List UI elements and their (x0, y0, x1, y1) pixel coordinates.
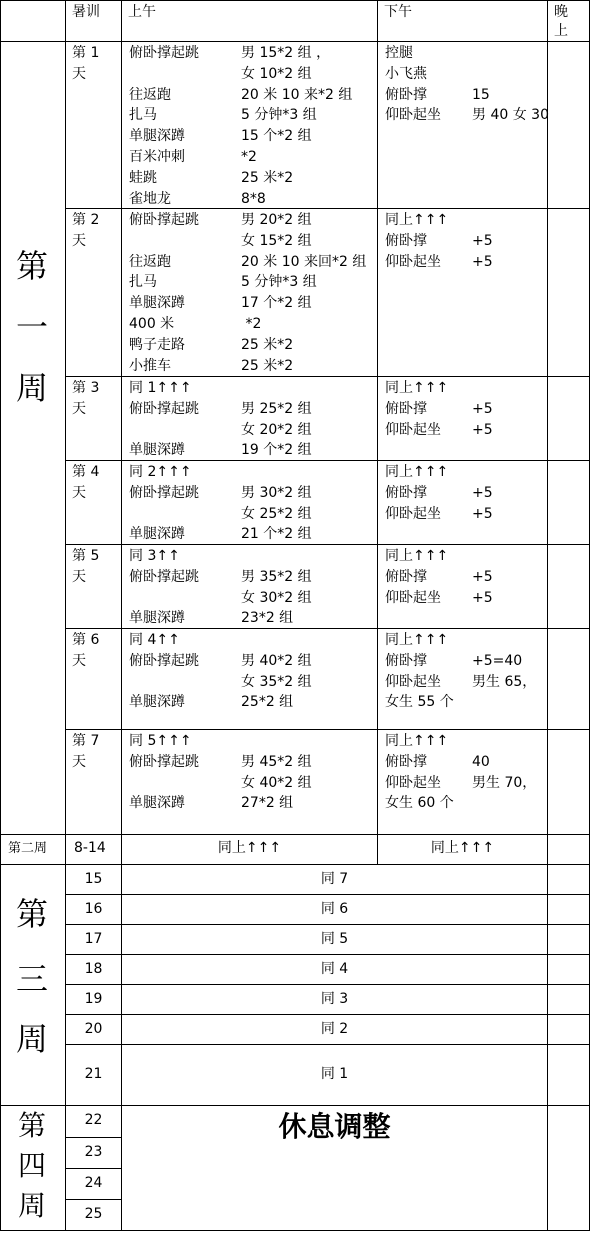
morning-exercise: 俯卧撑起跳 (129, 753, 199, 770)
morning-amount: 25 米*2 (241, 169, 294, 186)
morning-amount: 5 分钟*3 组 (241, 274, 317, 291)
day-label: 天 (72, 485, 86, 501)
week3-day: 21 (84, 1066, 103, 1082)
day-label: 天 (72, 66, 86, 82)
morning-exercise: 俯卧撑起跳 (129, 568, 199, 585)
border (0, 41, 590, 42)
afternoon-exercise: 同上↑↑↑ (385, 212, 449, 228)
week3-day: 17 (84, 931, 103, 947)
afternoon-exercise: 俯卧撑 (385, 400, 427, 417)
morning-amount: 19 个*2 组 (241, 442, 312, 459)
week2-label: 第二周 (8, 841, 48, 856)
afternoon-exercise: 女生 55 个 (385, 694, 454, 711)
day-label: 天 (72, 401, 86, 417)
afternoon-exercise: 同上↑↑↑ (385, 733, 449, 749)
week3-day: 15 (84, 871, 103, 887)
week4-label-3: 周 (17, 1189, 46, 1222)
morning-exercise: 扎马 (129, 107, 157, 124)
morning-amount: 男 15*2 组 ， (241, 45, 331, 61)
week3-day: 20 (84, 1021, 103, 1037)
border (0, 0, 590, 1)
morning-amount: 男 40*2 组 (241, 652, 312, 669)
morning-exercise: 扎马 (129, 274, 157, 291)
morning-amount: 女 15*2 组 (241, 232, 312, 249)
morning-exercise: 俯卧撑起跳 (129, 212, 199, 228)
week3-label-1: 第 (15, 895, 48, 933)
header-evening-2: 上 (554, 23, 568, 39)
morning-exercise: 百米冲刺 (129, 149, 185, 165)
morning-exercise: 单腿深蹲 (129, 610, 185, 627)
afternoon-exercise: 俯卧撑 (385, 652, 427, 669)
afternoon-amount: +5 (472, 232, 493, 249)
morning-exercise: 往返跑 (129, 253, 171, 270)
morning-exercise: 俯卧撑起跳 (129, 652, 199, 669)
morning-exercise: 俯卧撑起跳 (129, 484, 199, 501)
morning-exercise: 单腿深蹲 (129, 694, 185, 711)
afternoon-amount: +5 (472, 400, 493, 417)
morning-exercise: 同 5↑↑↑ (129, 733, 192, 749)
week4-day: 23 (84, 1144, 103, 1160)
week1-label-2: 一 (15, 308, 48, 346)
morning-exercise: 俯卧撑起跳 (129, 45, 199, 61)
morning-amount: 女 35*2 组 (241, 673, 312, 690)
morning-amount: 女 25*2 组 (241, 505, 312, 522)
afternoon-amount: +5 (472, 253, 493, 270)
morning-amount: 男 35*2 组 (241, 568, 312, 585)
week3-content: 同 7 (320, 871, 349, 887)
day-label: 第 5 (72, 548, 100, 564)
morning-exercise: 单腿深蹲 (129, 442, 185, 459)
afternoon-exercise: 同上↑↑↑ (385, 464, 449, 480)
week3-label-3: 周 (15, 1020, 48, 1058)
afternoon-amount: +5=40 (472, 652, 523, 669)
week4-label-1: 第 (17, 1109, 46, 1142)
week2-range: 8-14 (74, 840, 106, 856)
morning-exercise: 同 2↑↑↑ (129, 464, 192, 480)
afternoon-exercise: 同上↑↑↑ (385, 380, 449, 396)
morning-exercise: 同 1↑↑↑ (129, 380, 192, 396)
morning-exercise: 同 4↑↑ (129, 632, 180, 648)
afternoon-exercise: 仰卧起坐 (385, 253, 441, 270)
afternoon-exercise: 仰卧起坐 (385, 673, 441, 690)
morning-exercise: 雀地龙 (129, 190, 171, 207)
morning-amount: 男 25*2 组 (241, 400, 312, 417)
afternoon-exercise: 俯卧撑 (385, 753, 427, 770)
morning-exercise: 小推车 (129, 357, 171, 374)
week3-content: 同 1 (320, 1066, 349, 1082)
morning-amount: 男 45*2 组 (241, 753, 312, 770)
week1-label-1: 第 (15, 247, 48, 285)
afternoon-amount: 15 (472, 86, 490, 103)
day-label: 天 (72, 754, 86, 770)
day-label: 第 7 (72, 733, 100, 749)
morning-amount: 女 40*2 组 (241, 774, 312, 791)
header-summer-training: 暑训 (72, 4, 100, 20)
day-label: 天 (72, 653, 86, 669)
morning-exercise: 单腿深蹲 (129, 128, 185, 145)
afternoon-amount: 男生 65， (472, 673, 537, 690)
morning-exercise: 单腿深蹲 (129, 795, 185, 812)
morning-amount: 男 20*2 组 (241, 212, 312, 228)
afternoon-exercise: 女生 60 个 (385, 795, 454, 812)
border (0, 1230, 590, 1231)
week4-label-2: 四 (17, 1149, 46, 1182)
week3-content: 同 4 (320, 961, 349, 977)
afternoon-exercise: 同上↑↑↑ (385, 632, 449, 648)
afternoon-exercise: 仰卧起坐 (385, 421, 441, 438)
afternoon-exercise: 俯卧撑 (385, 484, 427, 501)
border (547, 0, 548, 1231)
morning-amount: 27*2 组 (241, 795, 294, 812)
header-afternoon: 下午 (384, 4, 412, 20)
border (377, 0, 378, 865)
week3-content: 同 6 (320, 901, 349, 917)
week2-afternoon: 同上↑↑↑ (430, 840, 495, 856)
afternoon-amount: 男生 70， (472, 774, 537, 791)
week3-content: 同 3 (320, 991, 349, 1007)
morning-amount: 女 30*2 组 (241, 589, 312, 606)
border (65, 729, 590, 730)
morning-amount: 23*2 组 (241, 610, 294, 627)
morning-amount: 15 个*2 组 (241, 128, 312, 145)
morning-exercise: 单腿深蹲 (129, 526, 185, 543)
day-label: 天 (72, 233, 86, 249)
morning-amount: 男 30*2 组 (241, 484, 312, 501)
week4-day: 24 (84, 1175, 103, 1191)
afternoon-exercise: 控腿 (385, 45, 413, 61)
afternoon-amount: +5 (472, 589, 493, 606)
morning-amount: 女 10*2 组 (241, 65, 312, 82)
afternoon-amount: 男 40 女 30 (472, 107, 549, 124)
afternoon-exercise: 仰卧起坐 (385, 589, 441, 606)
week1-label-3: 周 (15, 369, 48, 407)
afternoon-exercise: 俯卧撑 (385, 232, 427, 249)
afternoon-exercise: 仰卧起坐 (385, 774, 441, 791)
morning-amount: *2 (241, 316, 262, 332)
week4-day: 25 (84, 1206, 103, 1222)
week4-day: 22 (84, 1112, 103, 1128)
week3-day: 19 (84, 991, 103, 1007)
week2-morning: 同上↑↑↑ (217, 840, 282, 856)
morning-exercise: 俯卧撑起跳 (129, 400, 199, 417)
day-label: 第 3 (72, 380, 100, 396)
week3-day: 18 (84, 961, 103, 977)
day-label: 第 6 (72, 632, 100, 648)
morning-amount: 5 分钟*3 组 (241, 107, 317, 124)
header-evening-1: 晚 (554, 4, 568, 20)
morning-amount: 17 个*2 组 (241, 295, 312, 312)
morning-exercise: 400 米 (129, 316, 175, 332)
afternoon-amount: +5 (472, 568, 493, 585)
afternoon-amount: +5 (472, 421, 493, 438)
day-label: 第 2 (72, 212, 100, 228)
week3-day: 16 (84, 901, 103, 917)
header-morning: 上午 (128, 4, 156, 20)
afternoon-exercise: 同上↑↑↑ (385, 548, 449, 564)
morning-exercise: 同 3↑↑ (129, 548, 180, 564)
morning-exercise: 蛙跳 (129, 169, 157, 186)
morning-amount: 21 个*2 组 (241, 526, 312, 543)
afternoon-exercise: 俯卧撑 (385, 568, 427, 585)
afternoon-exercise: 小飞燕 (385, 65, 427, 82)
morning-amount: 20 米 10 来*2 组 (241, 86, 353, 103)
morning-amount: 20 米 10 来回*2 组 (241, 253, 367, 270)
rest-adjust-text: 休息调整 (278, 1110, 391, 1143)
morning-amount: 25 米*2 (241, 357, 294, 374)
border (0, 0, 1, 1231)
week3-content: 同 2 (320, 1021, 349, 1037)
morning-amount: 女 20*2 组 (241, 421, 312, 438)
afternoon-amount: +5 (472, 484, 493, 501)
day-label: 第 4 (72, 464, 100, 480)
morning-amount: 25 米*2 (241, 336, 294, 353)
week3-label-2: 三 (15, 960, 48, 998)
day-label: 天 (72, 569, 86, 585)
morning-amount: 8*8 (241, 190, 266, 207)
afternoon-exercise: 仰卧起坐 (385, 505, 441, 522)
morning-exercise: 往返跑 (129, 86, 171, 103)
morning-exercise: 鸭子走路 (129, 336, 185, 353)
morning-amount: 25*2 组 (241, 694, 294, 711)
afternoon-amount: +5 (472, 505, 493, 522)
afternoon-exercise: 仰卧起坐 (385, 107, 441, 124)
afternoon-exercise: 俯卧撑 (385, 86, 427, 103)
day-label: 第 1 (72, 45, 100, 61)
morning-exercise: 单腿深蹲 (129, 295, 185, 312)
morning-amount: *2 (241, 149, 257, 165)
border (0, 834, 590, 835)
week3-content: 同 5 (320, 931, 349, 947)
afternoon-amount: 40 (472, 753, 490, 770)
